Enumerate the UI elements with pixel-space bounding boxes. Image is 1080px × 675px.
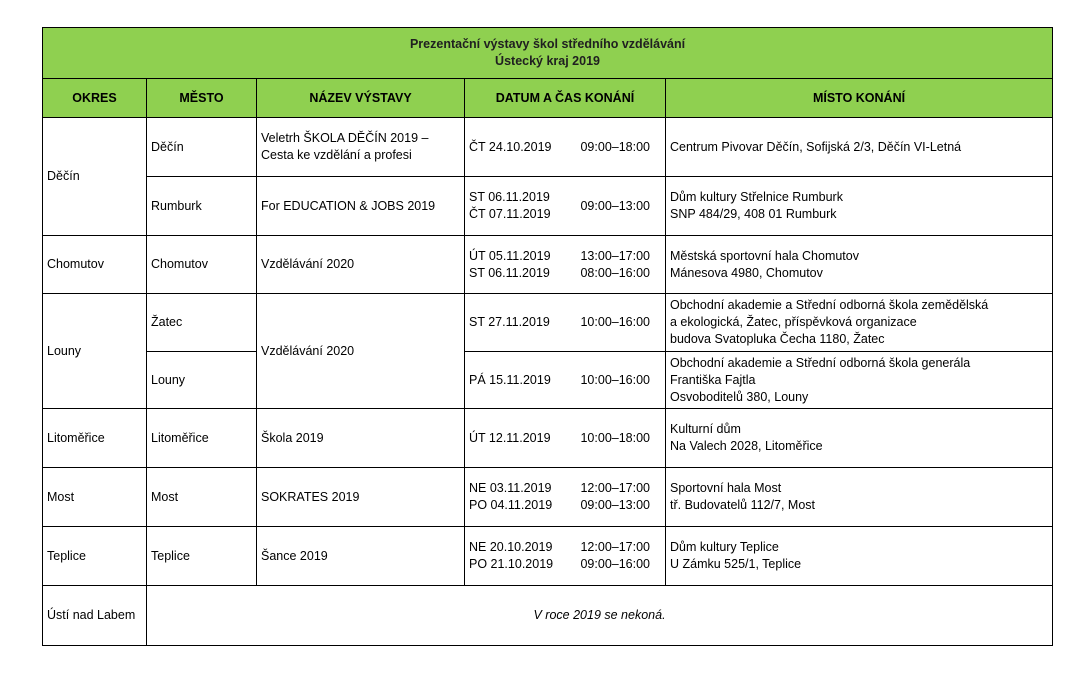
header-mesto: MĚSTO [147,79,257,118]
table-row [43,409,1053,468]
misto-cell [666,409,1053,468]
not-held-note: V roce 2019 se nekoná. [147,586,1053,646]
table-row [43,177,1053,236]
okres-cell: Chomutov [43,236,147,294]
table-row [43,236,1053,294]
datum-line: ÚT 05.11.2019 [469,248,551,263]
datum-cell: ČT 24.10.2019 [465,118,566,177]
header-datum: DATUM A ČAS KONÁNÍ [465,79,666,118]
mesto-cell: Děčín [147,118,257,177]
mesto-cell: Rumburk [147,177,257,236]
misto-cell [666,236,1053,294]
nazev-line: Cesta ke vzdělání a profesi [261,148,412,162]
table-row [43,468,1053,527]
exhibition-schedule-table [42,27,1053,646]
misto-line: Osvoboditelů 380, Louny [670,389,809,404]
header-row [43,79,1053,118]
misto-line: Na Valech 2028, Litoměřice [670,439,823,453]
misto-line: Františka Fajtla [670,372,756,387]
table-row [43,294,1053,352]
misto-cell [666,468,1053,527]
title-line-2: Ústecký kraj 2019 [495,54,600,68]
mesto-cell: Louny [147,352,257,409]
table-row [43,527,1053,586]
okres-cell: Děčín [43,118,147,236]
nazev-cell: Šance 2019 [257,527,465,586]
datum-cell [465,527,566,586]
misto-line: tř. Budovatelů 112/7, Most [670,498,815,512]
misto-line: a ekologická, Žatec, příspěvková organizace [670,315,917,329]
mesto-cell: Litoměřice [147,409,257,468]
nazev-cell [257,118,465,177]
okres-cell: Louny [43,294,147,409]
okres-cell: Ústí nad Labem [43,586,147,646]
misto-line: Mánesova 4980, Chomutov [670,265,823,280]
misto-cell [666,294,1053,352]
mesto-cell: Chomutov [147,236,257,294]
header-misto: MÍSTO KONÁNÍ [666,79,1053,118]
cas-line: 12:00–17:00 [580,540,650,554]
misto-line: Dům kultury Střelnice Rumburk [670,190,843,204]
misto-cell: Centrum Pivovar Děčín, Sofijská 2/3, Děčín VI-Letná [666,118,1053,177]
cas-line: 12:00–17:00 [580,481,650,495]
cas-line: 08:00–16:00 [580,265,650,280]
nazev-cell: Vzdělávání 2020 [257,294,465,409]
okres-cell: Litoměřice [43,409,147,468]
nazev-cell: SOKRATES 2019 [257,468,465,527]
datum-line: PO 21.10.2019 [469,557,554,571]
mesto-cell: Teplice [147,527,257,586]
nazev-cell: Škola 2019 [257,409,465,468]
okres-cell: Teplice [43,527,147,586]
cas-cell [566,236,666,294]
cas-line: 09:00–13:00 [580,498,650,512]
misto-line: Městská sportovní hala Chomutov [670,248,859,263]
datum-line: NE 03.11.2019 [469,481,552,495]
cas-cell: 10:00–16:00 [566,352,666,409]
misto-line: budova Svatopluka Čecha 1180, Žatec [670,332,885,346]
header-okres: OKRES [43,79,147,118]
nazev-line: Veletrh ŠKOLA DĚČÍN 2019 – [261,131,429,145]
datum-cell [465,236,566,294]
mesto-cell: Most [147,468,257,527]
misto-line: Obchodní akademie a Střední odborná škola generála [670,355,971,370]
cas-cell: 09:00–13:00 [566,177,666,236]
okres-cell: Most [43,468,147,527]
header-nazev: NÁZEV VÝSTAVY [257,79,465,118]
misto-line: Kulturní dům [670,422,741,436]
nazev-cell: Vzdělávání 2020 [257,236,465,294]
cas-cell: 09:00–18:00 [566,118,666,177]
datum-line: ST 06.11.2019 [469,265,550,280]
misto-line: Dům kultury Teplice [670,540,779,554]
cas-cell: 10:00–18:00 [566,409,666,468]
datum-cell [465,177,566,236]
table-title [43,28,1053,79]
datum-line: ČT 07.11.2019 [469,207,551,221]
cas-line: 13:00–17:00 [580,248,650,263]
mesto-cell: Žatec [147,294,257,352]
misto-line: SNP 484/29, 408 01 Rumburk [670,207,837,221]
misto-line: Obchodní akademie a Střední odborná škola zemědělská [670,298,989,312]
title-line-1: Prezentační výstavy škol středního vzdělávání [409,37,686,51]
datum-cell [465,468,566,527]
misto-cell [666,352,1053,409]
cas-cell [566,468,666,527]
datum-cell: ÚT 12.11.2019 [465,409,566,468]
cas-cell: 10:00–16:00 [566,294,666,352]
misto-cell [666,527,1053,586]
misto-cell [666,177,1053,236]
table-row [43,586,1053,646]
datum-cell: PÁ 15.11.2019 [465,352,566,409]
datum-line: ST 06.11.2019 [469,190,550,204]
datum-line: PO 04.11.2019 [469,498,553,512]
table-row [43,352,1053,409]
cas-line: 09:00–16:00 [580,557,650,571]
datum-cell: ST 27.11.2019 [465,294,566,352]
datum-line: NE 20.10.2019 [469,540,553,554]
misto-line: Sportovní hala Most [670,481,782,495]
nazev-cell: For EDUCATION & JOBS 2019 [257,177,465,236]
table-row [43,118,1053,177]
misto-line: U Zámku 525/1, Teplice [670,557,802,571]
cas-cell [566,527,666,586]
